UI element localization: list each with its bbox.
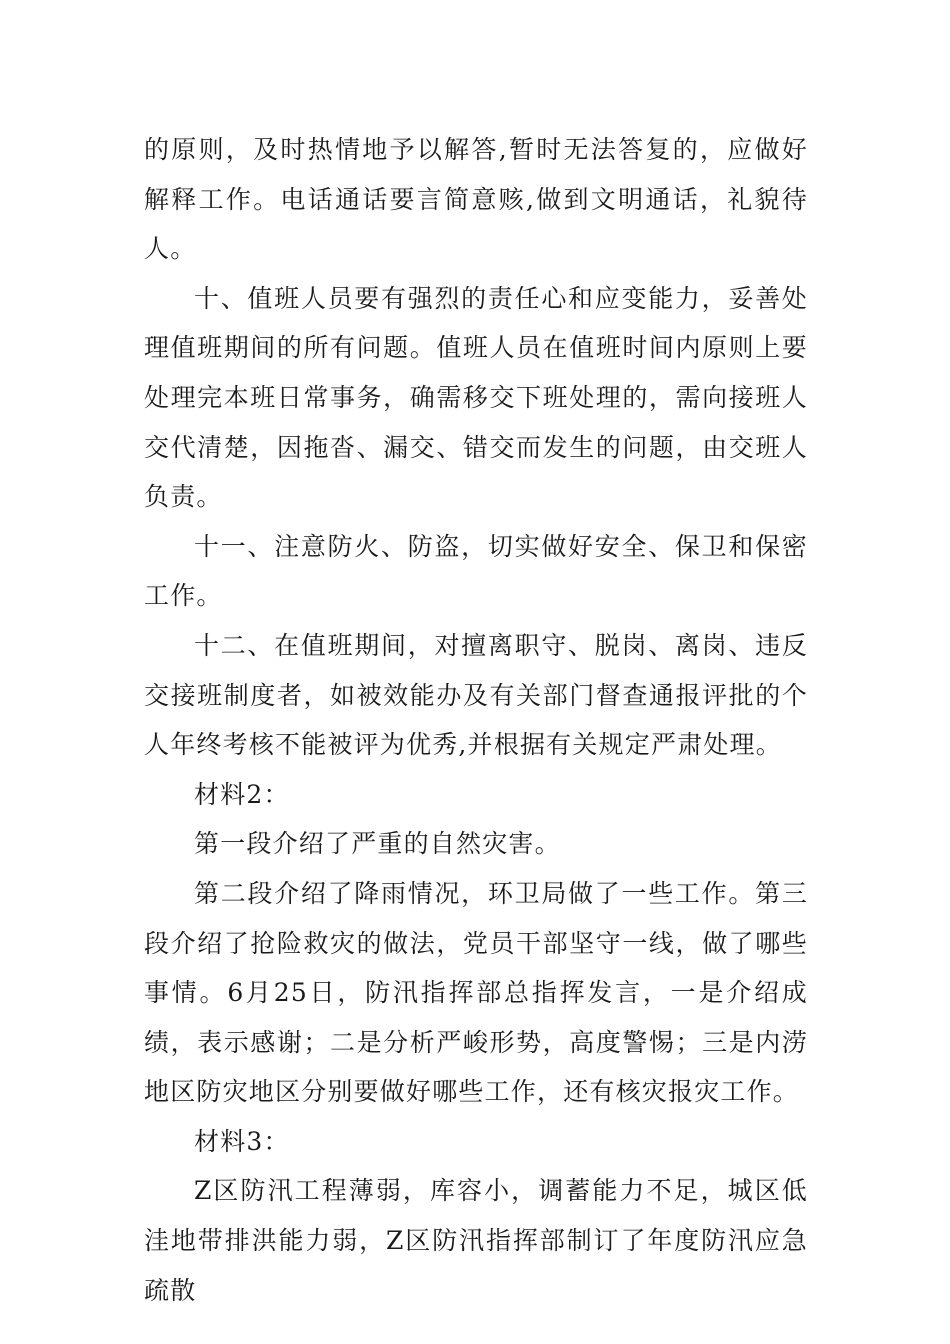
heading-material-3: 材料3：	[194, 1126, 290, 1156]
heading-material-2: 材料2：	[194, 779, 290, 809]
document-body	[144, 125, 808, 1315]
paragraph-rule-11: 十一、注意防火、防盗，切实做好安全、保卫和保密工作。	[144, 531, 808, 611]
paragraph-rule-10: 十、值班人员要有强烈的责任心和应变能力，妥善处理值班期间的所有问题。值班人员在值班时间内原则上要处理完本班日常事务，确需移交下班处理的，需向接班人交代清楚，因拖沓、漏交、错交而发生的问题，由交班人负责。	[144, 283, 808, 512]
paragraph-material-3: Z区防汛工程薄弱，库容小，调蓄能力不足，城区低洼地带排洪能力弱，Z区防汛指挥部制订了年度防汛应急疏散	[144, 1176, 808, 1305]
paragraph-rule-12: 十二、在值班期间，对擅离职守、脱岗、离岗、违反交接班制度者，如被效能办及有关部门督查通报评批的个人年终考核不能被评为优秀,并根据有关规定严肃处理。	[144, 630, 808, 760]
paragraph-continuation: 的原则，及时热情地予以解答,暂时无法答复的，应做好解释工作。电话通话要言简意赅,做到文明通话，礼貌待人。	[144, 135, 808, 264]
paragraph-material-2-part-2: 第二段介绍了降雨情况，环卫局做了一些工作。第三段介绍了抢险救灾的做法，党员干部坚守一线，做了哪些事情。6月25日，防汛指挥部总指挥发言，一是介绍成绩，表示感谢；二是分析严峻形势，高度警惕；三是内涝地区防灾地区分别要做好哪些工作，还有核灾报灾工作。	[144, 878, 808, 1107]
paragraph-material-2-part-1: 第一段介绍了严重的自然灾害。	[194, 829, 561, 859]
